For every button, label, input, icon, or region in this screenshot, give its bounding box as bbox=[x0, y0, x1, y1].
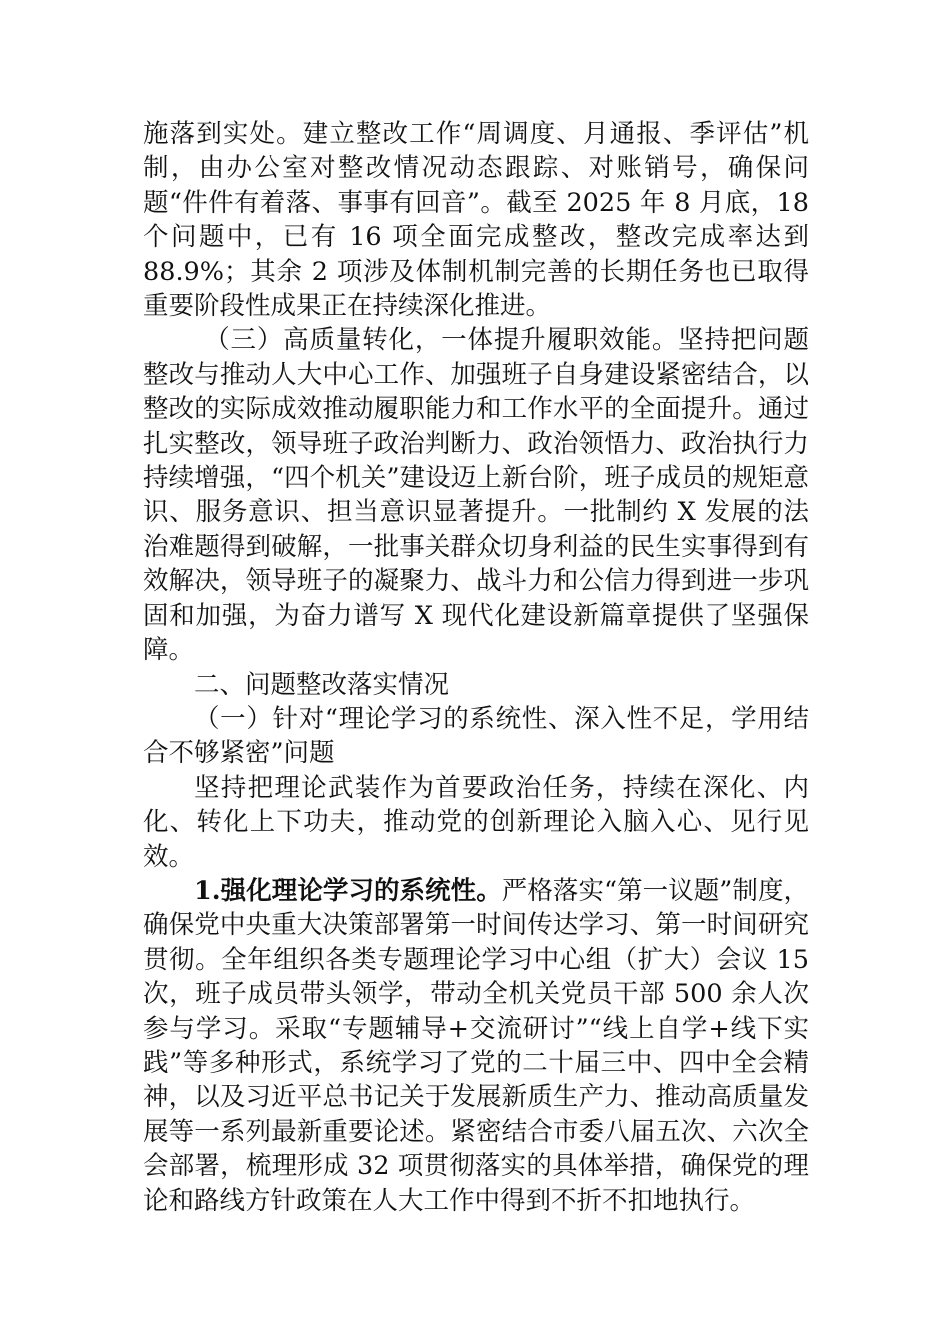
subsection-heading-one: （一）针对“理论学习的系统性、深入性不足，学用结合不够紧密”问题 bbox=[143, 703, 809, 769]
paragraph-continuation: 施落到实处。建立整改工作“周调度、月通报、季评估”机制，由办公室对整改情况动态跟踪、对账销号，确保问题“件件有着落、事事有回音”。截至 2025 年 8 月底，18 个问题中，已有 16 项全面完成整改，整改完成率达到 88.9%；其余 2 项涉及体制机制完善的长期任务也已取得重要阶段性成果正在持续深化推进。 bbox=[143, 119, 809, 322]
item-one-body: 严格落实“第一议题”制度，确保党中央重大决策部署第一时间传达学习、第一时间研究贯彻。全年组织各类专题理论学习中心组（扩大）会议 15 次，班子成员带头领学，带动全机关党员干部 500 余人次参与学习。采取“专题辅导+交流研讨”“线上自学+线下实践”等多种形式，系统学习了党的二十届三中、四中全会精神，以及习近平总书记关于发展新质生产力、推动高质量发展等一系列最新重要论述。紧密结合市委八届五次、六次全会部署，梳理形成 32 项贯彻落实的具体举措，确保党的理论和路线方针政策在人大工作中得到不折不扣地执行。 bbox=[143, 875, 810, 1216]
document-page bbox=[143, 117, 809, 1218]
paragraph-theory-intro: 坚持把理论武装作为首要政治任务，持续在深化、内化、转化上下功夫，推动党的创新理论入脑入心、见行见效。 bbox=[143, 772, 809, 872]
paragraph-item-one bbox=[143, 874, 809, 1218]
paragraph-section-three: （三）高质量转化，一体提升履职效能。坚持把问题整改与推动人大中心工作、加强班子自身建设紧密结合，以整改的实际成效推动履职能力和工作水平的全面提升。通过扎实整改，领导班子政治判断力、政治领悟力、政治执行力持续增强，“四个机关”建设迈上新台阶，班子成员的规矩意识、服务意识、担当意识显著提升。一批制约 X 发展的法治难题得到破解，一批事关群众切身利益的民生实事得到有效解决，领导班子的凝聚力、战斗力和公信力得到进一步巩固和加强，为奋力谱写 X 现代化建设新篇章提供了坚强保障。 bbox=[143, 325, 809, 666]
item-one-lead: 1.强化理论学习的系统性。 bbox=[194, 875, 502, 906]
section-heading-two: 二、问题整改落实情况 bbox=[194, 669, 450, 700]
